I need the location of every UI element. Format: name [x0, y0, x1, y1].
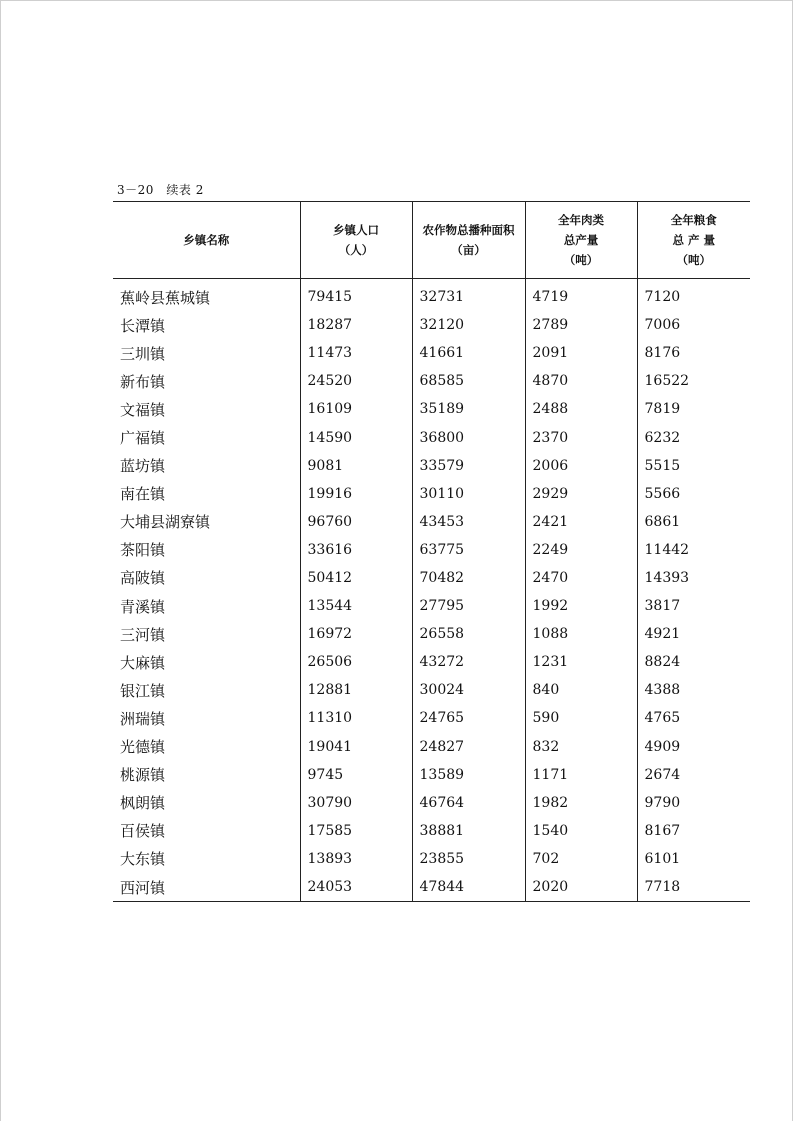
population-cell: 14590	[300, 423, 412, 451]
table-row	[113, 480, 750, 508]
population-cell: 12881	[300, 676, 412, 704]
table-row	[113, 648, 750, 676]
township-name-cell: 蕉岭县蕉城镇	[120, 288, 211, 307]
meat-output-cell: 2006	[525, 452, 637, 480]
meat-output-cell: 1231	[525, 648, 637, 676]
table-body	[113, 279, 750, 902]
township-statistics-table	[113, 201, 750, 902]
township-name-cell: 大埔县湖寮镇	[120, 513, 211, 532]
township-name-cell: 广福镇	[120, 429, 166, 448]
grain-output-cell: 7819	[637, 395, 750, 423]
header-population: 乡镇人口 （人）	[300, 202, 412, 279]
grain-output-cell: 3817	[637, 592, 750, 620]
township-name-cell: 洲瑞镇	[120, 709, 166, 728]
table-row	[113, 311, 750, 339]
grain-output-cell: 4765	[637, 704, 750, 732]
grain-output-cell: 5515	[637, 452, 750, 480]
meat-output-cell: 1088	[525, 620, 637, 648]
grain-output-cell: 6101	[637, 845, 750, 873]
township-name-cell: 三河镇	[120, 625, 166, 644]
population-cell: 33616	[300, 536, 412, 564]
crop-area-cell: 24827	[412, 733, 525, 761]
meat-output-cell: 590	[525, 704, 637, 732]
meat-output-cell: 2488	[525, 395, 637, 423]
header-meat-output: 全年肉类 总产量 （吨）	[525, 202, 637, 279]
grain-output-cell: 7718	[637, 873, 750, 902]
township-name-cell: 银江镇	[120, 681, 166, 700]
township-name-cell: 大麻镇	[120, 653, 166, 672]
table-caption: 3－20 续表 2	[117, 183, 204, 197]
population-cell: 24520	[300, 367, 412, 395]
meat-output-cell: 4719	[525, 279, 637, 312]
crop-area-cell: 24765	[412, 704, 525, 732]
table-row	[113, 508, 750, 536]
population-cell: 16109	[300, 395, 412, 423]
population-cell: 9745	[300, 761, 412, 789]
table-row	[113, 395, 750, 423]
meat-output-cell: 2249	[525, 536, 637, 564]
grain-output-cell: 8824	[637, 648, 750, 676]
meat-output-cell: 1171	[525, 761, 637, 789]
table-row	[113, 592, 750, 620]
grain-output-cell: 9790	[637, 789, 750, 817]
grain-output-cell: 6232	[637, 423, 750, 451]
meat-output-cell: 832	[525, 733, 637, 761]
meat-output-cell: 2470	[525, 564, 637, 592]
table-row	[113, 536, 750, 564]
crop-area-cell: 41661	[412, 339, 525, 367]
crop-area-cell: 35189	[412, 395, 525, 423]
crop-area-cell: 47844	[412, 873, 525, 902]
township-name-cell: 大东镇	[120, 850, 166, 869]
grain-output-cell: 7120	[637, 279, 750, 312]
table-row	[113, 873, 750, 902]
township-name-cell: 茶阳镇	[120, 541, 166, 560]
population-cell: 11473	[300, 339, 412, 367]
township-name-cell: 长潭镇	[120, 316, 166, 335]
crop-area-cell: 43453	[412, 508, 525, 536]
township-name-cell: 西河镇	[120, 878, 166, 897]
meat-output-cell: 2929	[525, 480, 637, 508]
table-row	[113, 452, 750, 480]
table-row	[113, 817, 750, 845]
crop-area-cell: 68585	[412, 367, 525, 395]
crop-area-cell: 36800	[412, 423, 525, 451]
table-row	[113, 367, 750, 395]
population-cell: 16972	[300, 620, 412, 648]
meat-output-cell: 2370	[525, 423, 637, 451]
grain-output-cell: 4388	[637, 676, 750, 704]
table-row	[113, 279, 750, 312]
meat-output-cell: 1540	[525, 817, 637, 845]
crop-area-cell: 13589	[412, 761, 525, 789]
meat-output-cell: 840	[525, 676, 637, 704]
crop-area-cell: 38881	[412, 817, 525, 845]
crop-area-cell: 32731	[412, 279, 525, 312]
crop-area-cell: 46764	[412, 789, 525, 817]
population-cell: 17585	[300, 817, 412, 845]
township-name-cell: 文福镇	[120, 400, 166, 419]
crop-area-cell: 33579	[412, 452, 525, 480]
grain-output-cell: 4921	[637, 620, 750, 648]
population-cell: 13544	[300, 592, 412, 620]
township-name-cell: 桃源镇	[120, 766, 166, 785]
table-row	[113, 845, 750, 873]
township-name-cell: 高陂镇	[120, 569, 166, 588]
crop-area-cell: 27795	[412, 592, 525, 620]
table-row	[113, 620, 750, 648]
meat-output-cell: 1992	[525, 592, 637, 620]
township-name-cell: 南在镇	[120, 485, 166, 504]
population-cell: 26506	[300, 648, 412, 676]
population-cell: 13893	[300, 845, 412, 873]
township-name-cell: 枫朗镇	[120, 794, 166, 813]
table-row	[113, 789, 750, 817]
header-row	[113, 202, 750, 279]
meat-output-cell: 1982	[525, 789, 637, 817]
grain-output-cell: 6861	[637, 508, 750, 536]
population-cell: 9081	[300, 452, 412, 480]
meat-output-cell: 2789	[525, 311, 637, 339]
grain-output-cell: 4909	[637, 733, 750, 761]
header-crop-area: 农作物总播种面积 （亩）	[412, 202, 525, 279]
crop-area-cell: 70482	[412, 564, 525, 592]
grain-output-cell: 16522	[637, 367, 750, 395]
meat-output-cell: 2091	[525, 339, 637, 367]
meat-output-cell: 2421	[525, 508, 637, 536]
table-row	[113, 339, 750, 367]
population-cell: 19041	[300, 733, 412, 761]
grain-output-cell: 7006	[637, 311, 750, 339]
grain-output-cell: 8167	[637, 817, 750, 845]
crop-area-cell: 63775	[412, 536, 525, 564]
population-cell: 96760	[300, 508, 412, 536]
population-cell: 19916	[300, 480, 412, 508]
township-name-cell: 百侯镇	[120, 822, 166, 841]
crop-area-cell: 30110	[412, 480, 525, 508]
table-row	[113, 704, 750, 732]
table-row	[113, 761, 750, 789]
population-cell: 24053	[300, 873, 412, 902]
township-name-cell: 光德镇	[120, 738, 166, 757]
township-name-cell: 青溪镇	[120, 597, 166, 616]
table-row	[113, 733, 750, 761]
meat-output-cell: 4870	[525, 367, 637, 395]
population-cell: 30790	[300, 789, 412, 817]
grain-output-cell: 8176	[637, 339, 750, 367]
population-cell: 79415	[300, 279, 412, 312]
table-row	[113, 564, 750, 592]
township-name-cell: 蓝坊镇	[120, 457, 166, 476]
crop-area-cell: 30024	[412, 676, 525, 704]
grain-output-cell: 11442	[637, 536, 750, 564]
population-cell: 50412	[300, 564, 412, 592]
crop-area-cell: 23855	[412, 845, 525, 873]
table-header	[113, 202, 750, 279]
township-name-cell: 新布镇	[120, 372, 166, 391]
grain-output-cell: 5566	[637, 480, 750, 508]
header-name: 乡镇名称	[113, 202, 300, 279]
grain-output-cell: 14393	[637, 564, 750, 592]
table-row	[113, 423, 750, 451]
township-name-cell: 三圳镇	[120, 344, 166, 363]
crop-area-cell: 26558	[412, 620, 525, 648]
meat-output-cell: 702	[525, 845, 637, 873]
table-row	[113, 676, 750, 704]
crop-area-cell: 32120	[412, 311, 525, 339]
crop-area-cell: 43272	[412, 648, 525, 676]
population-cell: 11310	[300, 704, 412, 732]
meat-output-cell: 2020	[525, 873, 637, 902]
grain-output-cell: 2674	[637, 761, 750, 789]
population-cell: 18287	[300, 311, 412, 339]
header-grain-output: 全年粮食 总 产 量 （吨）	[637, 202, 750, 279]
